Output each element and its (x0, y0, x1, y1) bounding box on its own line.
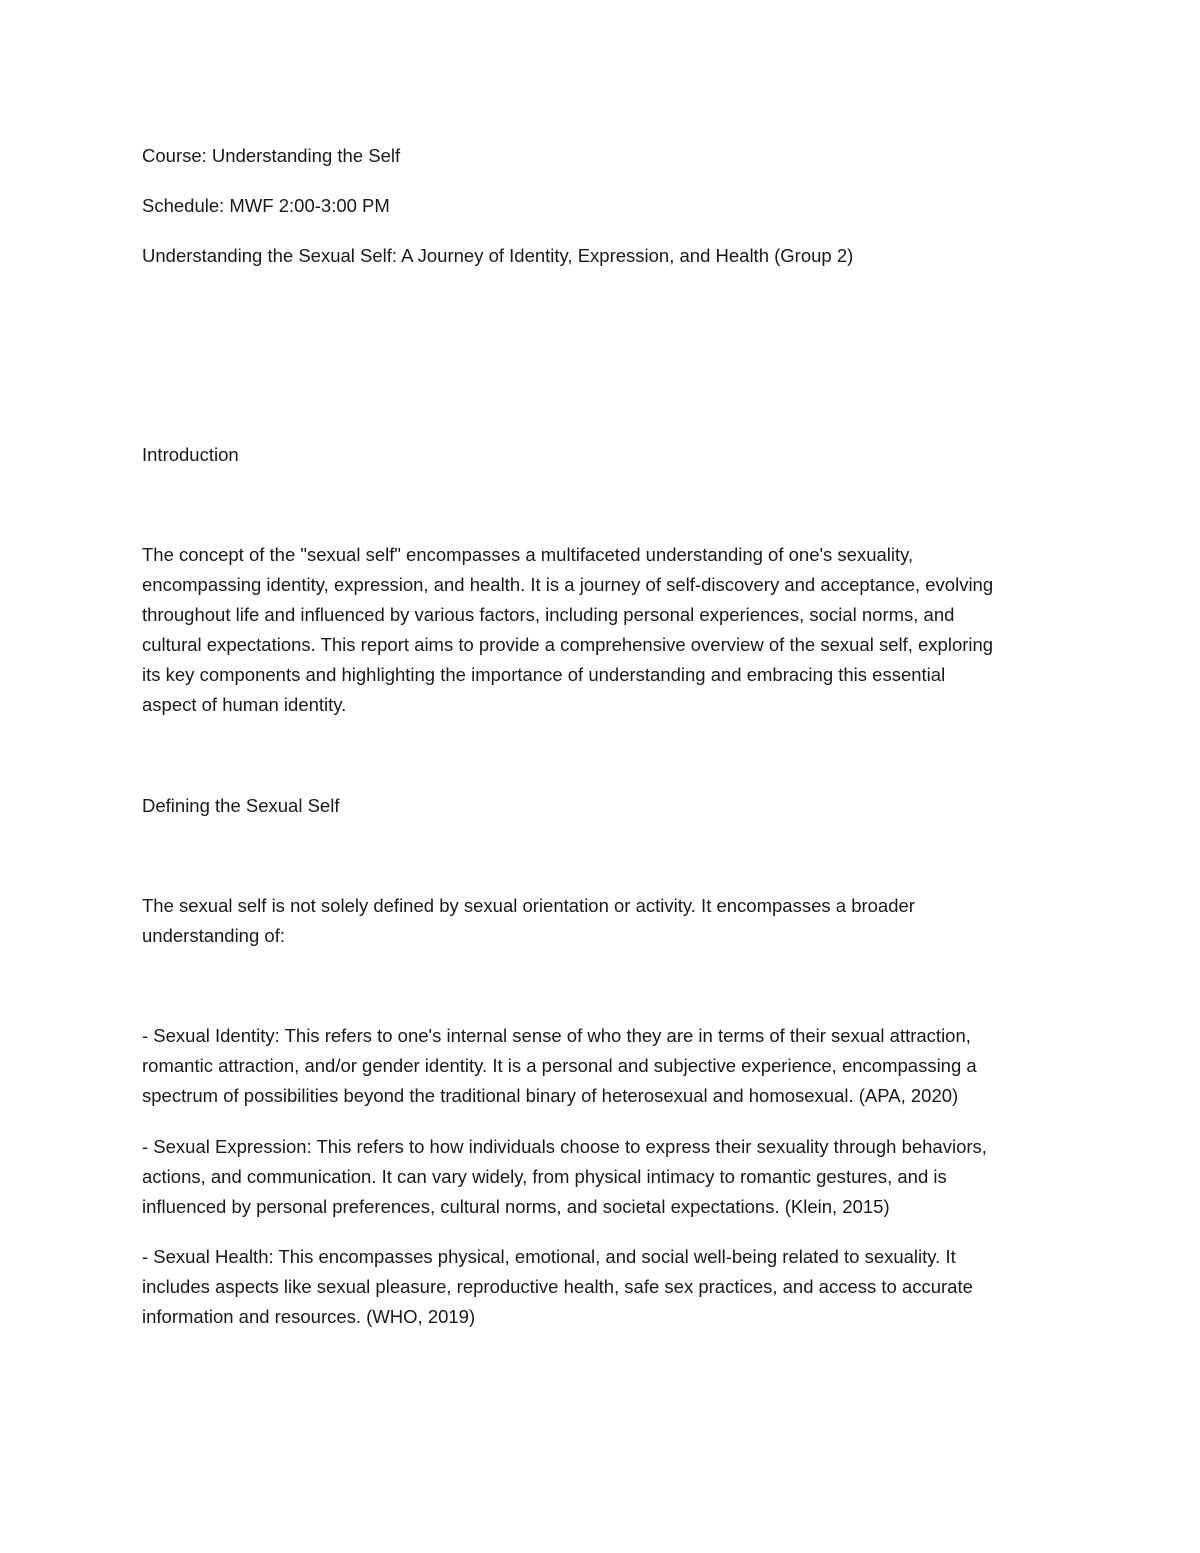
paragraph-line: actions, and communication. It can vary widely, from physical intimacy to romantic gestures, and is (142, 1166, 947, 1187)
paragraph-line: - Sexual Identity: This refers to one's internal sense of who they are in terms of their sexual attraction, (142, 1025, 971, 1046)
paragraph-line: - Sexual Expression: This refers to how individuals choose to express their sexuality through behaviors, (142, 1136, 987, 1157)
sexual-expression-item (142, 1132, 1072, 1222)
paragraph-line: spectrum of possibilities beyond the traditional binary of heterosexual and homosexual. (APA, 2020) (142, 1085, 959, 1106)
paragraph-line: cultural expectations. This report aims to provide a comprehensive overview of the sexual self, exploring (142, 634, 994, 655)
defining-heading: Defining the Sexual Self (142, 795, 340, 816)
defining-intro-paragraph (142, 891, 1072, 951)
paragraph-line: romantic attraction, and/or gender identity. It is a personal and subjective experience, encompassing a (142, 1055, 977, 1076)
paragraph-line: - Sexual Health: This encompasses physical, emotional, and social well-being related to sexuality. It (142, 1246, 956, 1267)
paragraph-line: aspect of human identity. (142, 694, 347, 715)
introduction-heading: Introduction (142, 444, 239, 465)
document-title: Understanding the Sexual Self: A Journey of Identity, Expression, and Health (Group 2) (142, 245, 854, 266)
paragraph-line: understanding of: (142, 925, 285, 946)
introduction-paragraph (142, 540, 1072, 720)
paragraph-line: includes aspects like sexual pleasure, reproductive health, safe sex practices, and access to accurate (142, 1276, 973, 1297)
sexual-health-item (142, 1242, 1072, 1332)
paragraph-line: information and resources. (WHO, 2019) (142, 1306, 476, 1327)
paragraph-line: its key components and highlighting the importance of understanding and embracing this essential (142, 664, 946, 685)
sexual-identity-item (142, 1021, 1072, 1111)
paragraph-line: encompassing identity, expression, and health. It is a journey of self-discovery and acceptance, evolving (142, 574, 994, 595)
paragraph-line: The sexual self is not solely defined by sexual orientation or activity. It encompasses a broader (142, 895, 915, 916)
paragraph-line: throughout life and influenced by various factors, including personal experiences, social norms, and (142, 604, 955, 625)
course-line: Course: Understanding the Self (142, 145, 401, 166)
schedule-line: Schedule: MWF 2:00-3:00 PM (142, 195, 390, 216)
paragraph-line: influenced by personal preferences, cultural norms, and societal expectations. (Klein, 2015) (142, 1196, 890, 1217)
paragraph-line: The concept of the "sexual self" encompasses a multifaceted understanding of one's sexuality, (142, 544, 914, 565)
